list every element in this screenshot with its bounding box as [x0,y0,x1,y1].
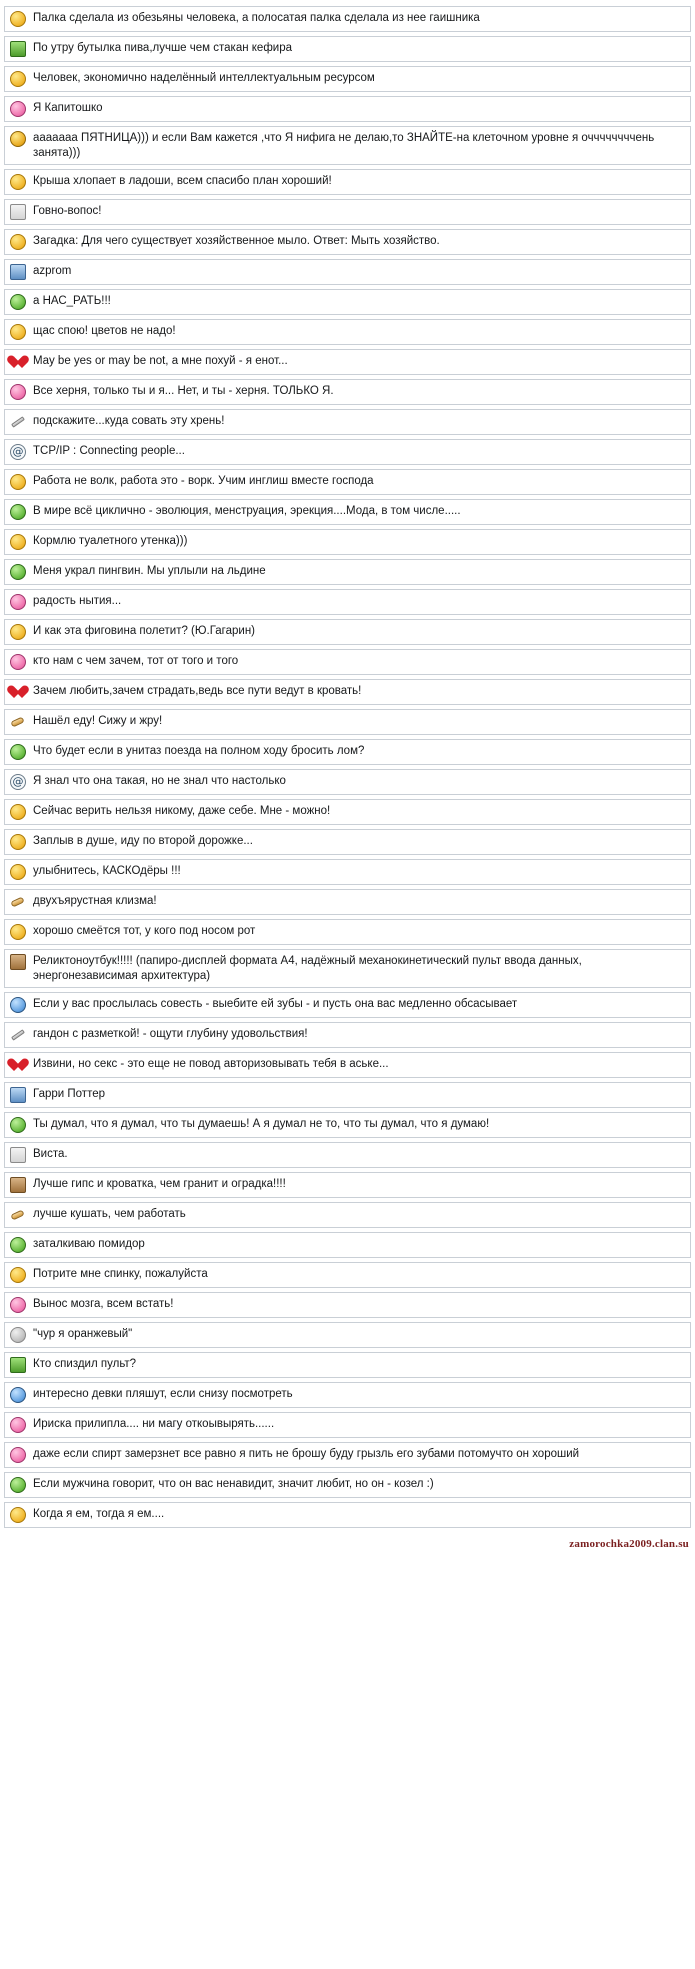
paper-icon [9,204,27,220]
logo-icon [9,264,27,280]
list-item-text: Что будет если в унитаз поезда на полном ходу бросить лом? [33,745,365,757]
list-item[interactable] [4,349,691,375]
list-item-text: Если мужчина говорит, что он вас ненавидит, значит любит, но он - козел :) [33,1478,434,1490]
list-item-text: гандон с разметкой! - ощути глубину удовольствия! [33,1028,308,1040]
list-item[interactable] [4,1172,691,1198]
list-item-text: Я Капитошко [33,102,103,114]
smiley-yellow-icon [9,324,27,340]
list-item-text: Зачем любить,зачем страдать,ведь все пути ведут в кровать! [33,685,362,697]
list-item-text: а НАС_РАТЬ!!! [33,295,111,307]
list-item[interactable] [4,799,691,825]
list-item[interactable] [4,992,691,1018]
list-item-text: Сейчас верить нельзя никому, даже себе. Мне - можно! [33,805,331,817]
list-item[interactable] [4,499,691,525]
list-item-text: лучше кушать, чем работать [33,1208,186,1220]
smiley-green-icon [9,1117,27,1133]
list-item[interactable] [4,169,691,195]
list-item[interactable] [4,889,691,915]
list-item[interactable] [4,1412,691,1438]
grave-icon [9,1177,27,1193]
smiley-yellow-icon [9,234,27,250]
list-item[interactable] [4,1322,691,1348]
list-item[interactable] [4,1472,691,1498]
at-sign-icon: @ [9,444,27,460]
heart-icon [9,1057,27,1073]
smiley-yellow-icon [9,804,27,820]
list-item-text: Загадка: Для чего существует хозяйственное мыло. Ответ: Мыть хозяйство. [33,235,440,247]
smiley-gray-icon [9,1327,27,1343]
smiley-yellow-icon [9,474,27,490]
remote-icon [9,1357,27,1373]
list-item[interactable] [4,1232,691,1258]
list-item[interactable] [4,619,691,645]
list-item[interactable] [4,319,691,345]
list-item[interactable] [4,469,691,495]
list-item[interactable] [4,1202,691,1228]
list-item-text: Когда я ем, тогда я ем.... [33,1508,165,1520]
list-item[interactable] [4,1022,691,1048]
list-item-text: щас спою! цветов не надо! [33,325,176,337]
list-item[interactable] [4,1142,691,1168]
smiley-green-icon [9,564,27,580]
list-item[interactable] [4,1442,691,1468]
pencil-icon [9,1027,27,1043]
smiley-yellow-icon [9,71,27,87]
smiley-yellow-icon [9,11,27,27]
smiley-green-icon [9,744,27,760]
list-item[interactable] [4,229,691,255]
smiley-green-icon [9,1477,27,1493]
list-item-text: Я знал что она такая, но не знал что настолько [33,775,286,787]
list-item-text: Ты думал, что я думал, что ты думаешь! А я думал не то, что ты думал, что я думаю! [33,1118,490,1130]
brain-icon [9,1297,27,1313]
list-item-text: Потрите мне спинку, пожалуйста [33,1268,208,1280]
list-item[interactable] [4,1502,691,1528]
smiley-pink-icon [9,384,27,400]
list-item-text: Лучше гипс и кроватка, чем гранит и оградка!!!! [33,1178,286,1190]
smiley-blue-icon [9,997,27,1013]
smiley-green-icon [9,294,27,310]
list-item-text: хорошо смеётся тот, у кого под носом рот [33,925,256,937]
watermark-text: zamorochka2009.clan.su [569,1538,689,1550]
list-item[interactable] [4,949,691,988]
pepper-icon [9,1207,27,1223]
smiley-pink-icon [9,594,27,610]
list-item-text: Вынос мозга, всем встать! [33,1298,174,1310]
list-item-text: ааааааа ПЯТНИЦА))) и если Вам кажется ,что Я нифига не делаю,то ЗНАЙТЕ-на клеточном уровне я оччччччччень занята))) [33,132,655,159]
list-item-text: Работа не волк, работа это - ворк. Учим инглиш вместе господа [33,475,374,487]
smiley-yellow-icon [9,174,27,190]
heart-icon [9,354,27,370]
list-item[interactable] [4,6,691,32]
list-item[interactable] [4,529,691,555]
list-item[interactable] [4,919,691,945]
list-item[interactable] [4,679,691,705]
list-item[interactable] [4,829,691,855]
list-item[interactable] [4,439,691,465]
list-item-text: Человек, экономично наделённый интеллектуальным ресурсом [33,72,375,84]
list-item[interactable] [4,199,691,225]
list-item-text: подскажите...куда совать эту хрень! [33,415,225,427]
list-item-text: В мире всё циклично - эволюция, менструация, эрекция....Мода, в том числе..... [33,505,461,517]
list-item[interactable] [4,1052,691,1078]
list-item-text: Кормлю туалетного утенка))) [33,535,188,547]
smiley-green-icon [9,504,27,520]
smiley-yellow-icon [9,624,27,640]
list-item[interactable] [4,709,691,735]
list-item-text: Говно-вопос! [33,205,102,217]
list-item-text: Крыша хлопает в ладоши, всем спасибо план хороший! [33,175,332,187]
list-item-text: Реликтоноутбук!!!!! (папиро-дисплей формата А4, надёжный механокинетический пульт ввода данных, энергонезависимая архитектура) [33,955,582,982]
smiley-yellow-icon [9,1507,27,1523]
smiley-yellow-icon [9,534,27,550]
list-item[interactable] [4,409,691,435]
list-item[interactable] [4,1262,691,1288]
list-item-text: Ириска прилипла.... ни магу откоывырять...... [33,1418,275,1430]
list-item[interactable] [4,379,691,405]
list-item-text: радость нытия... [33,595,122,607]
list-item[interactable] [4,36,691,62]
list-item[interactable] [4,1292,691,1318]
list-item[interactable] [4,1352,691,1378]
list-item-text: May be yes or may be not, а мне похуй - я енот... [33,355,288,367]
list-item[interactable] [4,559,691,585]
smiley-pink-icon [9,1447,27,1463]
list-item-text: улыбнитесь, КАСКОдёры !!! [33,865,181,877]
hat-icon [9,1087,27,1103]
list-item-text: Меня украл пингвин. Мы уплыли на льдине [33,565,266,577]
smiley-blue-icon [9,1387,27,1403]
list-item[interactable] [4,1112,691,1138]
list-item-text: интересно девки пляшут, если снизу посмотреть [33,1388,293,1400]
smiley-yellow-icon [9,1267,27,1283]
list-item-text: Виста. [33,1148,68,1160]
list-item[interactable] [4,96,691,122]
syringe-icon [9,894,27,910]
smiley-yellow-icon [9,924,27,940]
list-item-text: заталкиваю помидор [33,1238,145,1250]
smiley-yellow-icon [9,131,27,147]
list-item[interactable] [4,66,691,92]
list-item-text: Заплыв в душе, иду по второй дорожке... [33,835,253,847]
list-item-text: Если у вас прослылась совесть - выебите ей зубы - и пусть она вас медленно обсасывает [33,998,518,1010]
list-item-text: Гарри Поттер [33,1088,105,1100]
smiley-yellow-icon [9,864,27,880]
list-item-text: Нашёл еду! Сижу и жру! [33,715,163,727]
list-item-text: "чур я оранжевый" [33,1328,133,1340]
list-item-text: TCP/IP : Connecting people... [33,445,185,457]
smiley-pink-icon [9,101,27,117]
watermark-footer [0,1532,695,1558]
list-item-text: даже если спирт замерзнет все равно я пить не брошу буду грызль его зубами потомучто он хороший [33,1448,580,1460]
list-item[interactable] [4,739,691,765]
book-icon [9,41,27,57]
list-item[interactable] [4,649,691,675]
list-item[interactable] [4,769,691,795]
notebook-icon [9,954,27,970]
heart-icon [9,684,27,700]
list-item-text: Все херня, только ты и я... Нет, и ты - херня. ТОЛЬКО Я. [33,385,334,397]
pepper-icon [9,714,27,730]
pencil-icon [9,414,27,430]
list-item[interactable] [4,289,691,315]
list-item[interactable] [4,589,691,615]
list-item-text: azprom [33,265,72,277]
smiley-yellow-icon [9,834,27,850]
list-item[interactable] [4,1082,691,1108]
candy-icon [9,1417,27,1433]
list-item-text: двухъярустная клизма! [33,895,157,907]
tomato-icon [9,1237,27,1253]
list-item-text: Кто спиздил пульт? [33,1358,137,1370]
list-item-text: Палка сделала из обезьяны человека, а полосатая палка сделала из нее гаишника [33,12,480,24]
at-sign-icon: @ [9,774,27,790]
list-item[interactable] [4,859,691,885]
list-item-text: И как эта фиговина полетит? (Ю.Гагарин) [33,625,256,637]
list-item-text: По утру бутылка пива,лучше чем стакан кефира [33,42,293,54]
list-item[interactable] [4,259,691,285]
list-item[interactable] [4,126,691,165]
smiley-pink-icon [9,654,27,670]
list-item[interactable] [4,1382,691,1408]
list-item-text: Извини, но секс - это еще не повод авторизовывать тебя в аське... [33,1058,389,1070]
list-item-text: кто нам с чем зачем, тот от того и того [33,655,239,667]
window-icon [9,1147,27,1163]
